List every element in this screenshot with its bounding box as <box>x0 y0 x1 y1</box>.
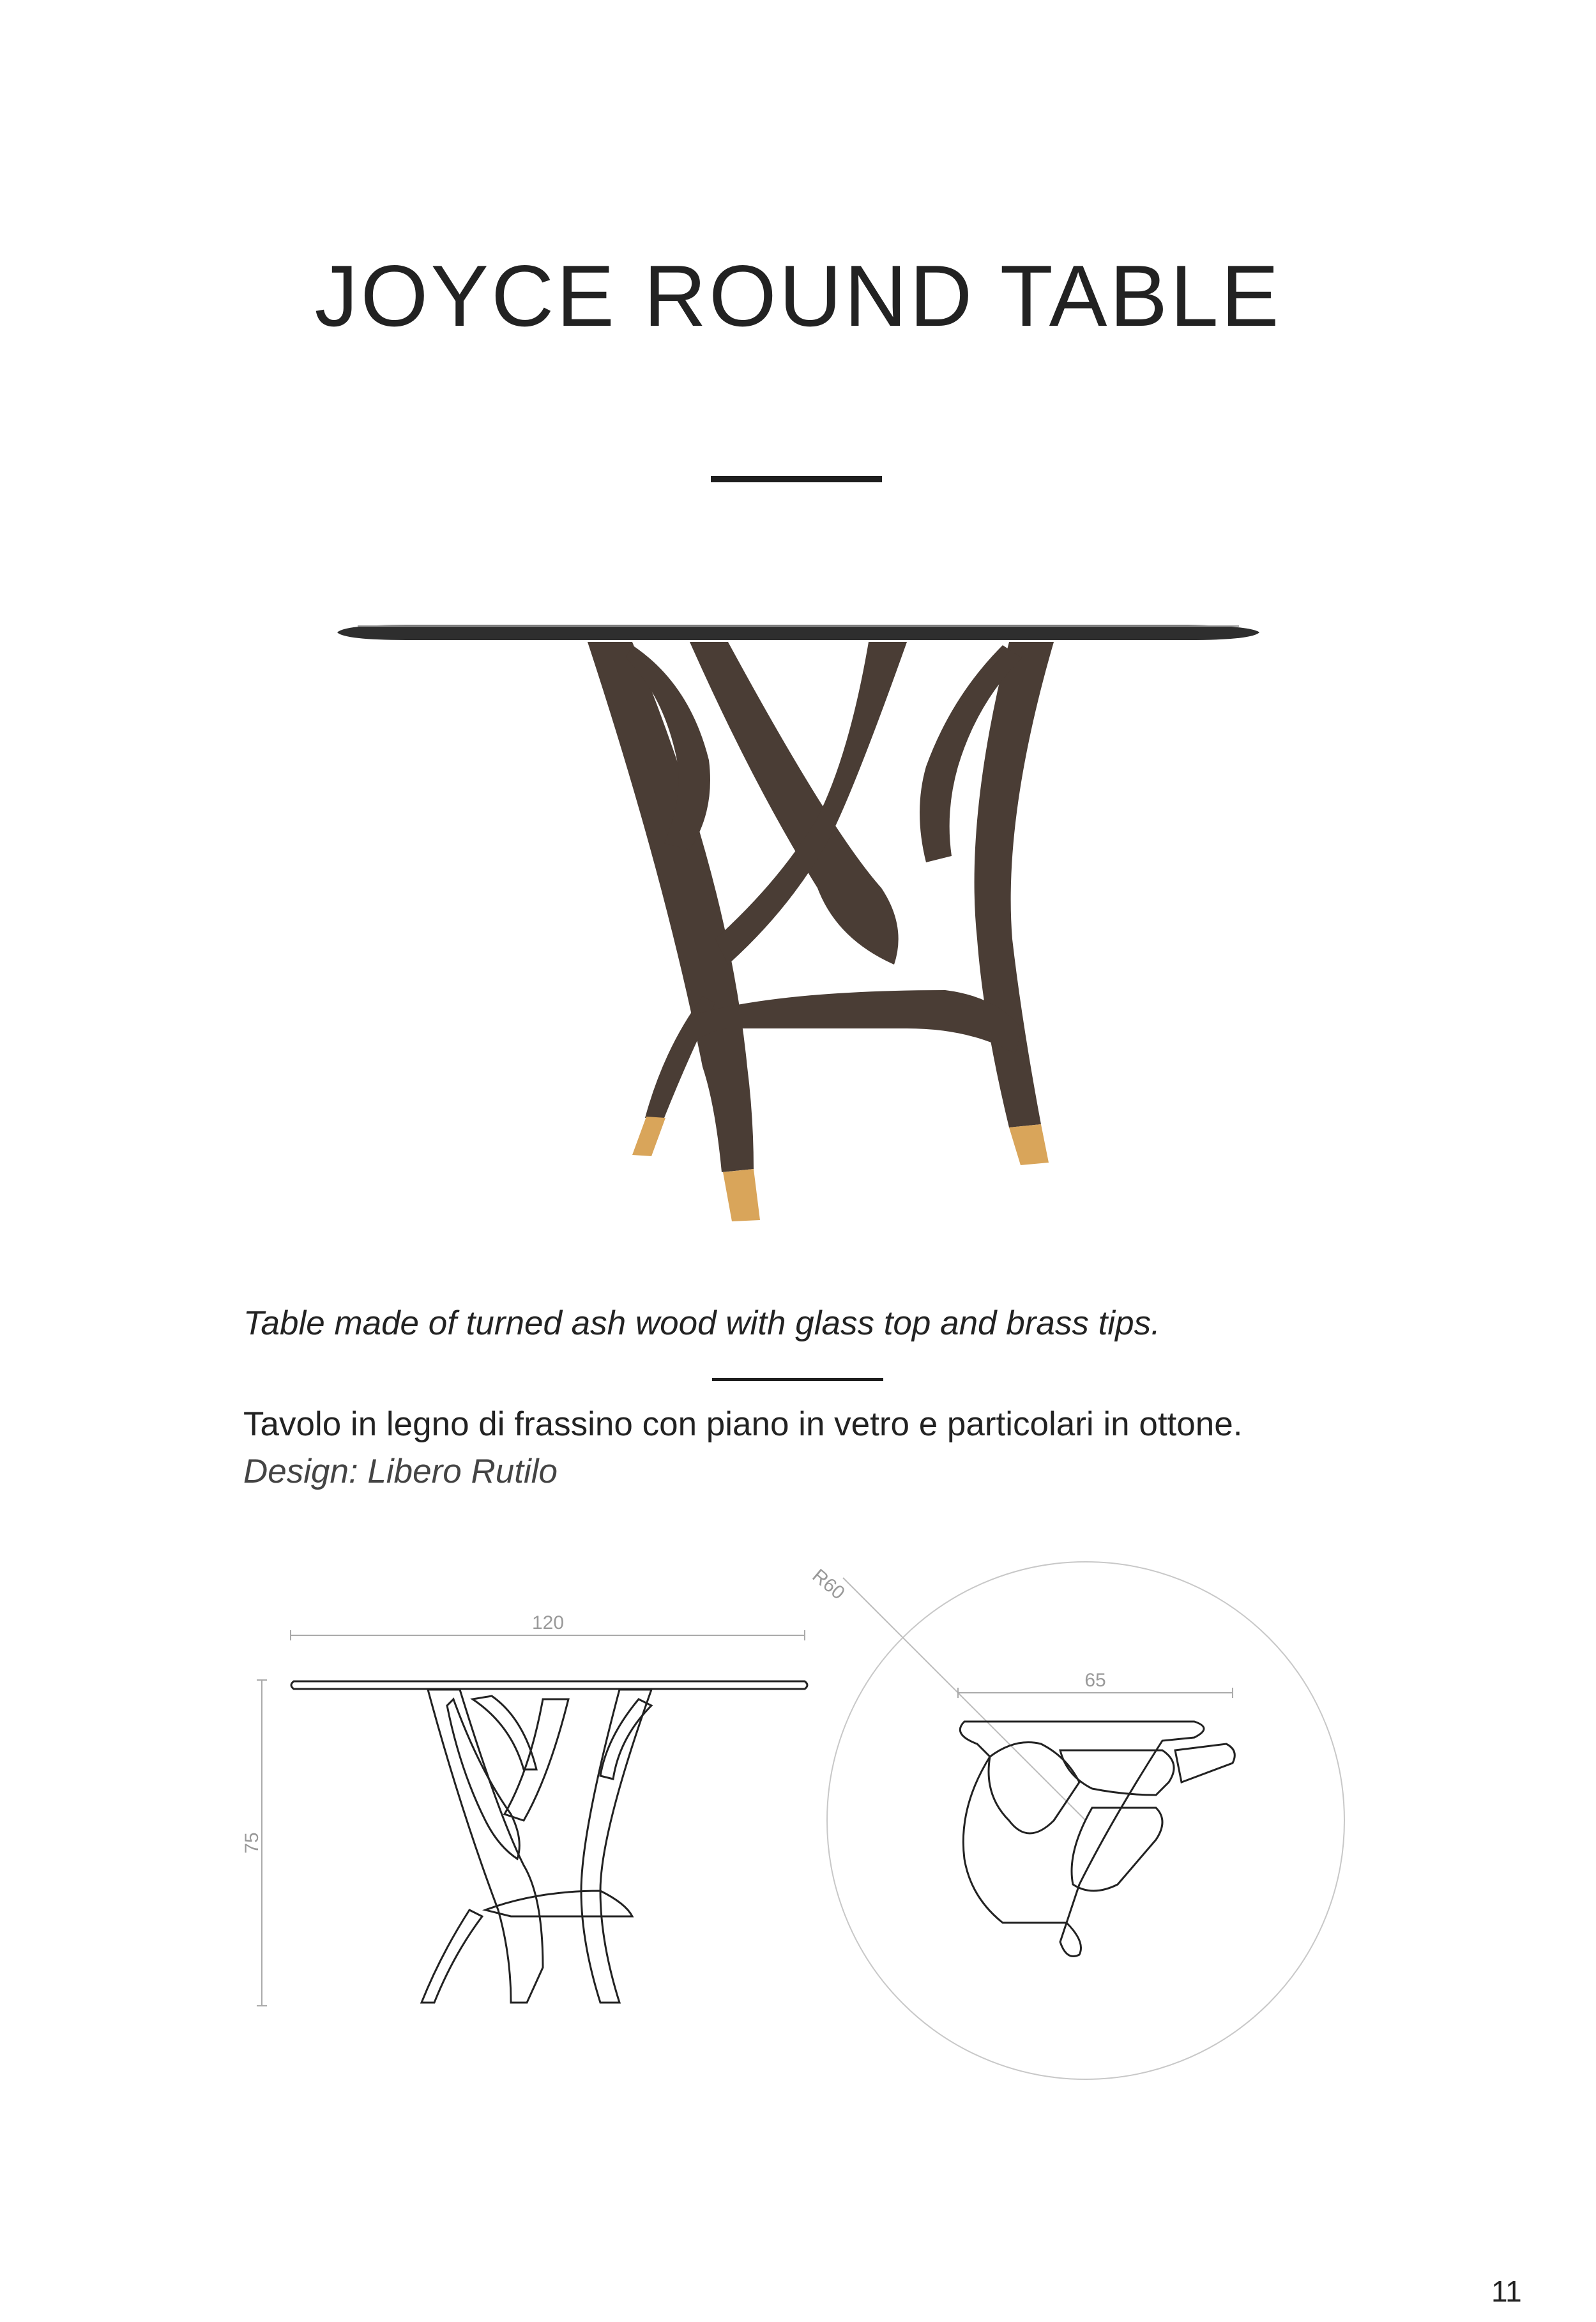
description-italian: Tavolo in legno di frassino con piano in vetro e particolari in ottone. <box>243 1405 1243 1443</box>
front-elevation-drawing <box>243 1610 817 2031</box>
height-dimension: 75 <box>241 1832 262 1854</box>
plan-view-drawing <box>808 1552 1360 2089</box>
description-divider <box>712 1378 883 1381</box>
leg-front-right <box>975 642 1054 1127</box>
title-divider <box>711 476 882 482</box>
base-dimension: 65 <box>1084 1670 1106 1691</box>
table-photo <box>332 607 1265 1246</box>
page-title: JOYCE ROUND TABLE <box>314 247 1282 344</box>
designer-credit: Design: Libero Rutilo <box>243 1453 558 1490</box>
description-english: Table made of turned ash wood with glass top and brass tips. <box>243 1304 1160 1342</box>
brass-tip-1 <box>632 1117 665 1156</box>
glass-top <box>337 625 1259 640</box>
brass-tip-3 <box>1009 1124 1049 1165</box>
width-dimension: 120 <box>531 1612 565 1633</box>
radius-dimension: R60 <box>808 1565 849 1604</box>
page-number: 11 <box>1491 2275 1522 2308</box>
brass-tip-2 <box>723 1169 760 1221</box>
